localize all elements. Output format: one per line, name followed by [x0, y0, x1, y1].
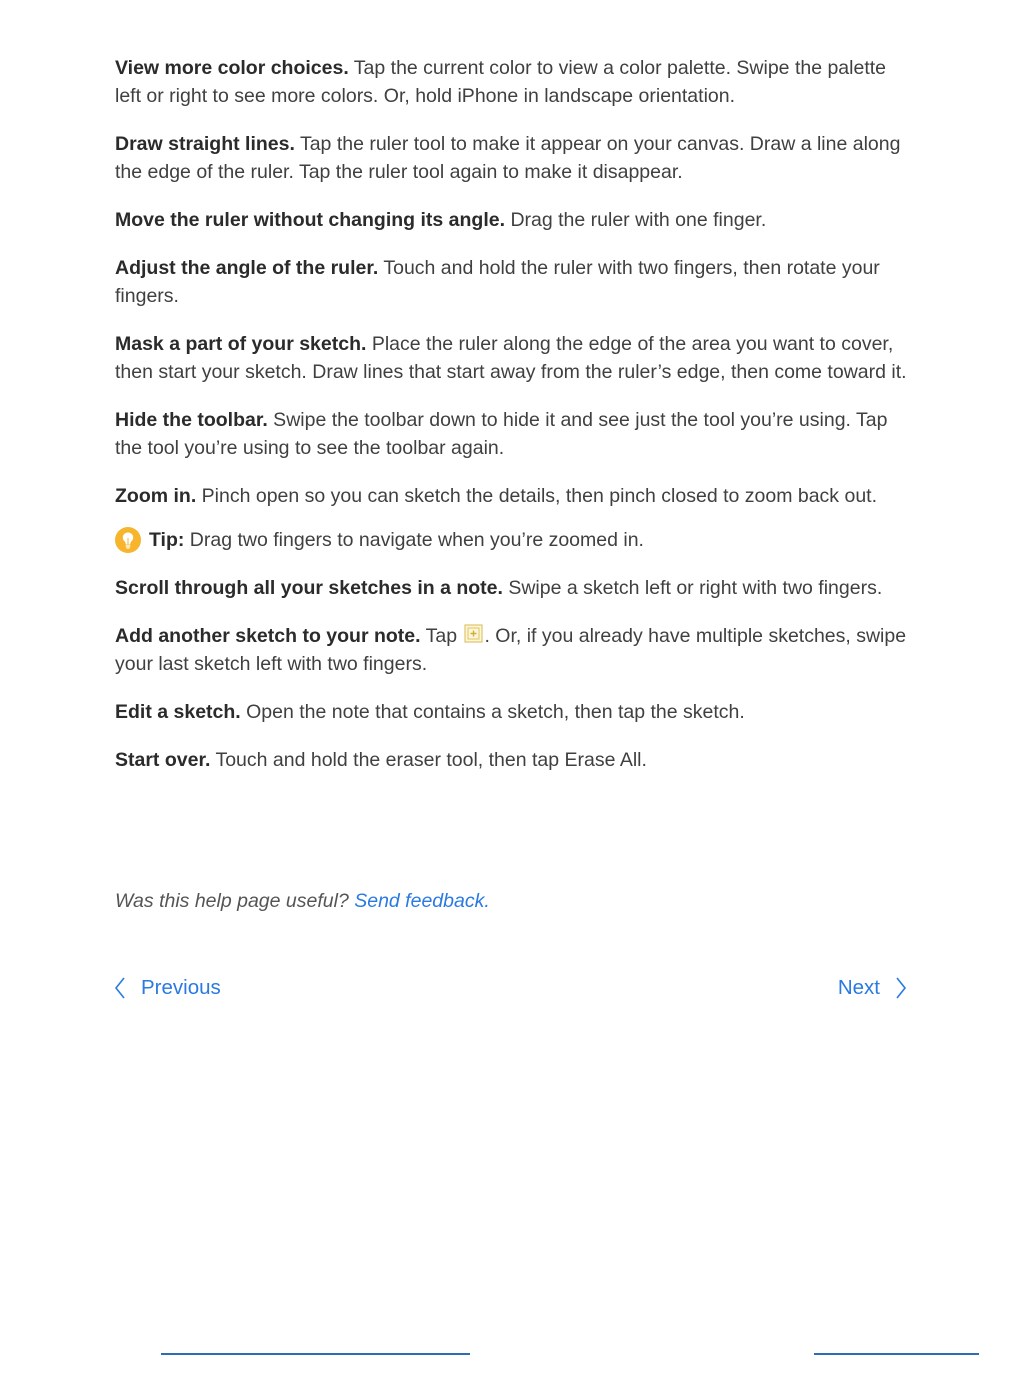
- paragraph-mask: [115, 330, 910, 386]
- paragraph-adjust-angle: [115, 254, 910, 310]
- paragraph-heading: Mask a part of your sketch.: [115, 333, 367, 355]
- next-label: Next: [837, 976, 880, 999]
- paragraph-heading: Start over.: [115, 749, 211, 771]
- paragraph-body: Drag the ruler with one finger.: [505, 209, 767, 231]
- paragraph-body: Tap the current color to view a color palette. Swipe the palette left or right to see more colors. Or, hold iPhone in landscape orientation.: [115, 57, 887, 107]
- paragraph-body: Open the note that contains a sketch, then tap the sketch.: [240, 701, 745, 723]
- paragraph-heading: Draw straight lines.: [115, 133, 295, 155]
- paragraph-body-after: . Or, if you already have multiple sketches, swipe your last sketch left with two fingers.: [115, 625, 907, 675]
- paragraph-zoom: [115, 482, 910, 510]
- next-link[interactable]: [838, 974, 908, 1002]
- paragraph-heading: Hide the toolbar.: [115, 409, 268, 431]
- paragraph-heading: Adjust the angle of the ruler.: [115, 257, 379, 279]
- paragraph-hide-toolbar: [115, 406, 910, 462]
- tip-body: Drag two fingers to navigate when you’re zoomed in.: [184, 529, 644, 551]
- paragraph-body: Swipe the toolbar down to hide it and see just the tool you’re using. Tap the tool you’re using to see the toolbar again.: [115, 409, 888, 459]
- tip: [115, 526, 910, 554]
- send-feedback-link[interactable]: Send feedback.: [354, 890, 490, 912]
- paragraph-edit-sketch: [115, 698, 910, 726]
- add-sketch-icon: [464, 624, 484, 644]
- paragraph-body-before: Tap: [420, 625, 463, 647]
- feedback-prompt: [115, 887, 490, 915]
- previous-label: Previous: [141, 976, 221, 999]
- footer-rule-right: [814, 1353, 979, 1355]
- paragraph-add-sketch: [115, 622, 910, 678]
- paragraph-body: Swipe a sketch left or right with two fingers.: [502, 577, 883, 599]
- footer-rule-left: [161, 1353, 470, 1355]
- lightbulb-icon: [115, 527, 141, 553]
- paragraph-heading: Zoom in.: [115, 485, 197, 507]
- paragraph-body: Touch and hold the ruler with two fingers, then rotate your fingers.: [115, 257, 880, 307]
- chevron-right-icon: [894, 976, 908, 1000]
- paragraph-color-choices: [115, 54, 910, 110]
- paragraph-body: Tap the ruler tool to make it appear on your canvas. Draw a line along the edge of the ruler. Tap the ruler tool again to make it disappear.: [115, 133, 901, 183]
- chevron-left-icon: [113, 976, 127, 1000]
- paragraph-heading: Edit a sketch.: [115, 701, 241, 723]
- paragraph-body: Pinch open so you can sketch the details, then pinch closed to zoom back out.: [196, 485, 877, 507]
- paragraph-body: Touch and hold the eraser tool, then tap Erase All.: [210, 749, 647, 771]
- paragraph-heading: Scroll through all your sketches in a note.: [115, 577, 503, 599]
- paragraph-heading: Move the ruler without changing its angle.: [115, 209, 506, 231]
- paragraph-move-ruler: [115, 206, 910, 234]
- help-content: [115, 54, 910, 794]
- paragraph-scroll-sketches: [115, 574, 910, 602]
- previous-link[interactable]: [113, 974, 221, 1002]
- tip-label: Tip:: [149, 529, 185, 551]
- feedback-question: Was this help page useful?: [115, 890, 355, 912]
- paragraph-body: Place the ruler along the edge of the area you want to cover, then start your sketch. Draw lines that start away from the ruler’s edge, then come toward it.: [115, 333, 907, 383]
- paragraph-heading: Add another sketch to your note.: [115, 625, 421, 647]
- paragraph-straight-lines: [115, 130, 910, 186]
- paragraph-heading: View more color choices.: [115, 57, 349, 79]
- paragraph-start-over: [115, 746, 910, 774]
